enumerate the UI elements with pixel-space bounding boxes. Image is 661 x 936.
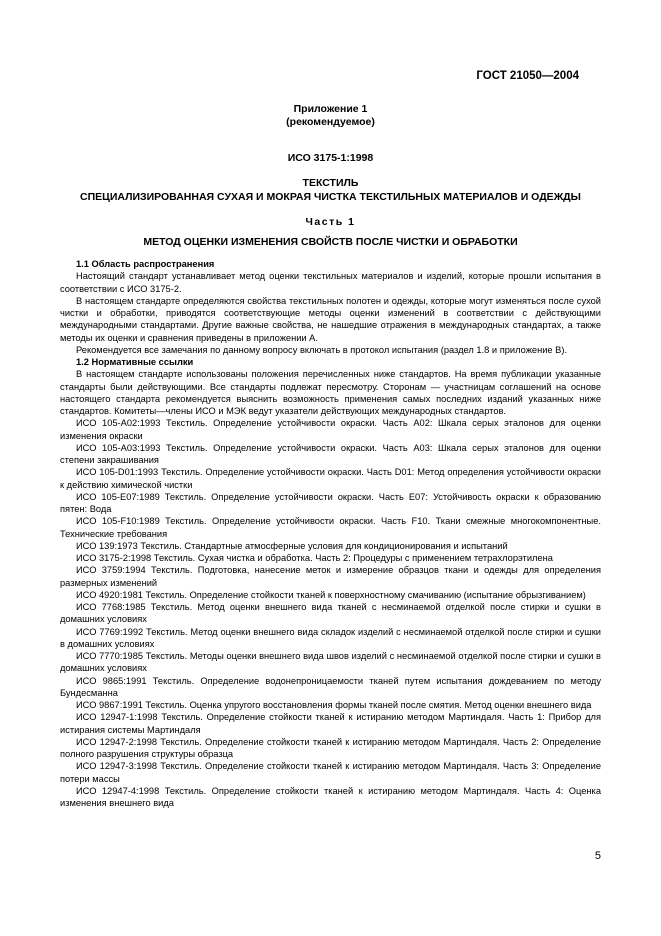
reference-item: ИСО 12947-4:1998 Текстиль. Определение стойкости тканей к истиранию методом Мартиндаля. Часть 4: Оценка изменения внешнего вида (60, 785, 601, 808)
section-1-2-paragraph: В настоящем стандарте использованы положения перечисленных ниже стандартов. На время публикации указанные стандарты были действующими. Все стандарты подлежат пересмотру. Сторонам — участницам соглашений на основе настоящего стандарта рекомендуется выяснить возможность применения самых последних изданий указанных ниже стандартов. Комитеты—члены ИСО и МЭК ведут указатели действующих международных стандартов. (60, 369, 601, 416)
reference-item: ИСО 12947-2:1998 Текстиль. Определение стойкости тканей к истиранию методом Мартиндаля. Часть 2: Определение полного разрушения структуры образца (60, 736, 601, 759)
reference-item: ИСО 139:1973 Текстиль. Стандартные атмосферные условия для кондиционирования и испытаний (76, 540, 508, 551)
reference-item: ИСО 3175-2:1998 Текстиль. Сухая чистка и обработка. Часть 2: Процедуры с применением тетрахлорэтилена (76, 553, 553, 563)
reference-item: ИСО 7770:1985 Текстиль. Методы оценки внешнего вида швов изделий с несминаемой отделкой после стирки и сушки в домашних условиях (60, 651, 601, 674)
reference-item: ИСО 9865:1991 Текстиль. Определение водонепроницаемости тканей путем испытания дождеванием по методу Бундесманна (60, 675, 601, 698)
section-1-1-paragraph: В настоящем стандарте определяются свойства текстильных полотен и одежды, которые могут изменяться после сухой чистки и обработки, приводятся соответствующие методы оценки изменений в соответствии с действующими международными стандартами. Другие важные свойства, не нашедшие отражения в международных стандартах, а также методы их оценки и сравнения приведены в приложении А. (60, 295, 601, 343)
part-label: Часть 1 (305, 216, 356, 228)
section-1-2-heading: 1.2 Нормативные ссылки (76, 357, 194, 367)
appendix-title: Приложение 1 (293, 103, 368, 115)
reference-item: ИСО 105-F10:1989 Текстиль. Определение устойчивости окраски. Часть F10. Ткани смежные многокомпонентные. Технические требования (60, 516, 601, 539)
title-line-1: ТЕКСТИЛЬ (302, 177, 359, 189)
part-title: МЕТОД ОЦЕНКИ ИЗМЕНЕНИЯ СВОЙСТВ ПОСЛЕ ЧИСТКИ И ОБРАБОТКИ (143, 236, 518, 248)
document-code: ГОСТ 21050—2004 (476, 70, 579, 82)
appendix-note: (рекомендуемое) (286, 116, 375, 128)
reference-item: ИСО 3759:1994 Текстиль. Подготовка, нанесение меток и измерение образцов ткани и одежды для определения размерных изменений (60, 565, 601, 588)
section-1-1-paragraph: Рекомендуется все замечания по данному вопросу включать в протокол испытания (раздел 1.8 и приложение В). (76, 344, 568, 355)
page-number: 5 (594, 850, 601, 862)
reference-item: ИСО 7768:1985 Текстиль. Метод оценки внешнего вида тканей с несминаемой отделкой после стирки и сушки в домашних условиях (60, 602, 601, 625)
reference-item: ИСО 105-A02:1993 Текстиль. Определение устойчивости окраски. Часть А02: Шкала серых эталонов для оценки изменения окраски (60, 418, 601, 441)
section-1-1-paragraph: Настоящий стандарт устанавливает метод оценки текстильных материалов и изделий, которые прошли испытания в соответствии с ИСО 3175-2. (60, 271, 601, 294)
title-line-2: СПЕЦИАЛИЗИРОВАННАЯ СУХАЯ И МОКРАЯ ЧИСТКА ТЕКСТИЛЬНЫХ МАТЕРИАЛОВ И ОДЕЖДЫ (80, 191, 581, 203)
reference-item: ИСО 12947-1:1998 Текстиль. Определение стойкости тканей к истиранию методом Мартиндаля. Часть 1: Прибор для истирания системы Мартиндаля (60, 712, 601, 735)
reference-item: ИСО 4920:1981 Текстиль. Определение стойкости тканей к поверхностному смачиванию (испытание обрызгиванием) (76, 589, 586, 600)
reference-item: ИСО 105-A03:1993 Текстиль. Определение устойчивости окраски. Часть А03: Шкала серых эталонов для оценки степени закрашивания (60, 442, 601, 465)
section-1-1-heading: 1.1 Область распространения (76, 259, 215, 269)
reference-item: ИСО 105-E07:1989 Текстиль. Определение устойчивости окраски. Часть Е07: Устойчивость окраски к образованию пятен: Вода (60, 491, 601, 514)
reference-item: ИСО 7769:1992 Текстиль. Метод оценки внешнего вида складок изделий с несминаемой отделкой после стирки и сушки в домашних условиях (60, 626, 601, 649)
reference-item: ИСО 12947-3:1998 Текстиль. Определение стойкости тканей к истиранию методом Мартиндаля. Часть 3: Определение потери массы (60, 761, 601, 784)
reference-item: ИСО 9867:1991 Текстиль. Оценка упругого восстановления формы тканей после смятия. Метод оценки внешнего вида (76, 700, 592, 710)
standard-reference: ИСО 3175-1:1998 (287, 152, 374, 164)
reference-item: ИСО 105-D01:1993 Текстиль. Определение устойчивости окраски. Часть D01: Метод определения устойчивости окраски к действию химической чистки (60, 467, 601, 490)
document-body (60, 258, 601, 809)
